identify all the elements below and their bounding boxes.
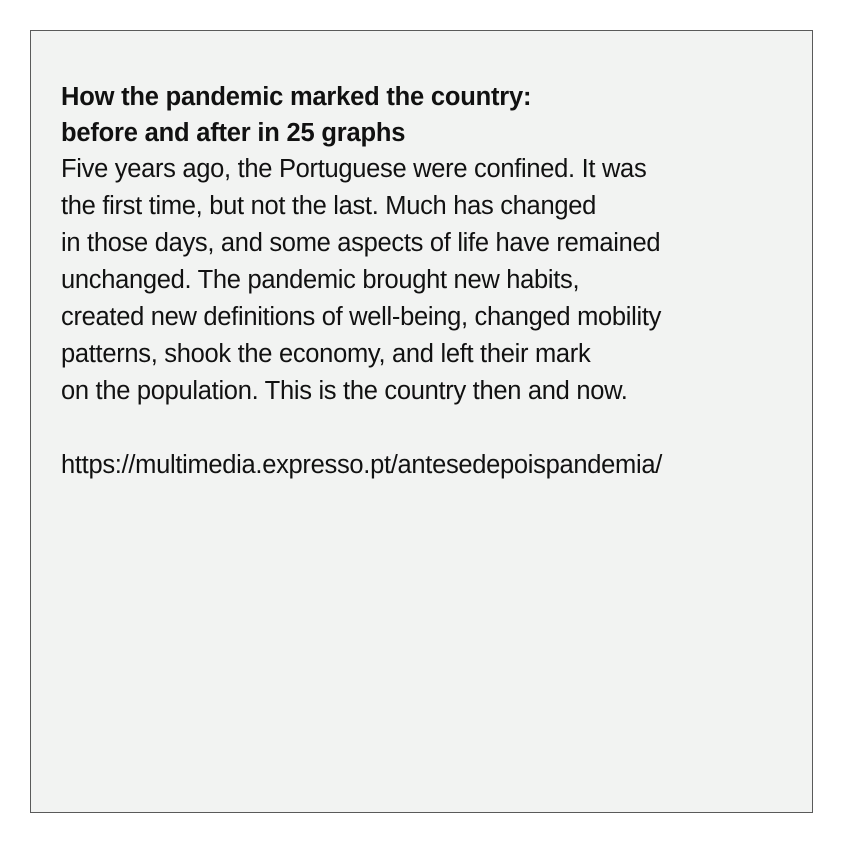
post-title: [61, 79, 801, 151]
post-title-line: How the pandemic marked the country:: [61, 83, 532, 111]
post-title-line: before and after in 25 graphs: [61, 119, 406, 147]
post-body-line: created new definitions of well-being, changed mobility: [61, 303, 662, 331]
post-content: [61, 79, 801, 484]
post-body-line: patterns, shook the economy, and left their mark: [61, 340, 591, 368]
post-body-line: in those days, and some aspects of life have remained: [61, 229, 661, 257]
post-body-line: unchanged. The pandemic brought new habits,: [61, 266, 580, 294]
source-link[interactable]: https://multimedia.expresso.pt/antesedepoispandemia/: [61, 451, 663, 479]
post-body: [61, 151, 801, 410]
post-body-line: on the population. This is the country then and now.: [61, 377, 628, 405]
post-body-line: the first time, but not the last. Much has changed: [61, 192, 596, 220]
post-card: [30, 30, 813, 813]
post-body-line: Five years ago, the Portuguese were confined. It was: [61, 155, 647, 183]
